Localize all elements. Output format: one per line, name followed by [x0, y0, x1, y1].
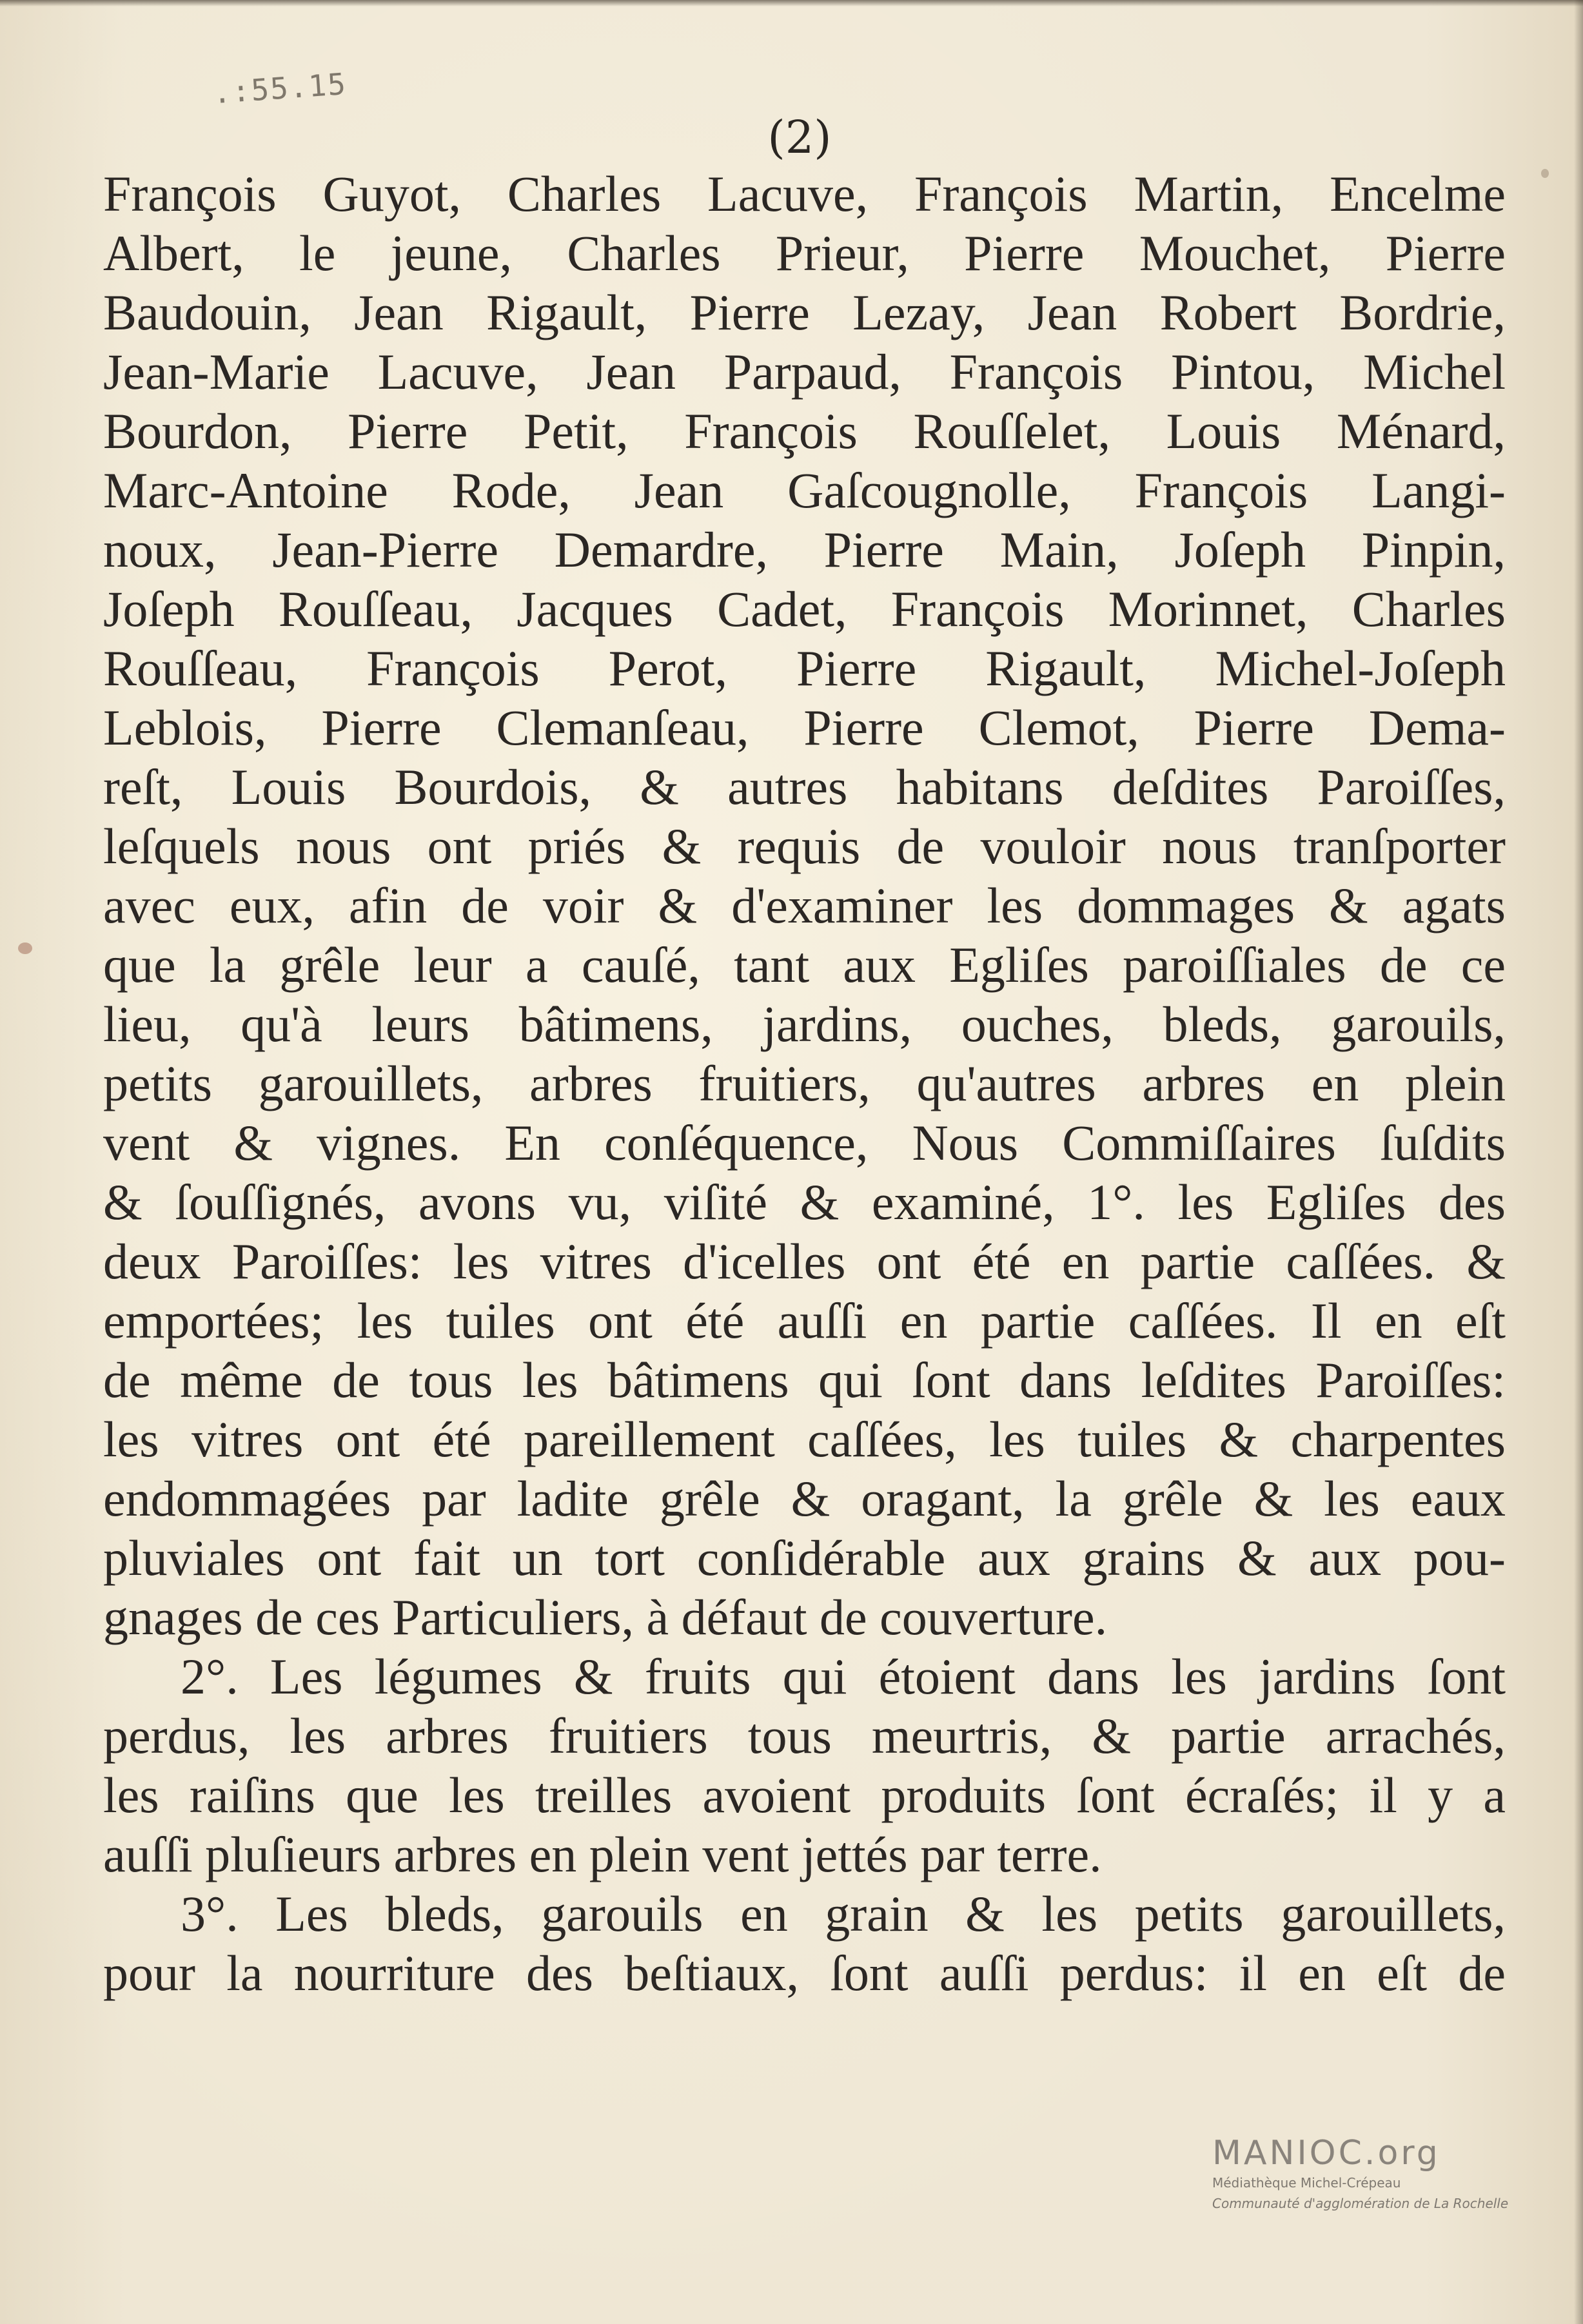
- text-line: Bourdon, Pierre Petit, François Rouſſelet, Louis Ménard,: [103, 403, 1506, 459]
- text-line: François Guyot, Charles Lacuve, François Martin, Encelme: [103, 166, 1506, 222]
- text-line: Leblois, Pierre Clemanſeau, Pierre Clemot, Pierre Dema-: [103, 699, 1506, 756]
- text-line: petits garouillets, arbres fruitiers, qu'autres arbres en plein: [103, 1055, 1506, 1111]
- text-line: & ſouſſignés, avons vu, viſité & examiné, 1°. les Egliſes des: [103, 1174, 1506, 1230]
- text-line: noux, Jean-Pierre Demardre, Pierre Main, Joſeph Pinpin,: [103, 522, 1506, 578]
- text-line: reſt, Louis Bourdois, & autres habitans deſdites Paroiſſes,: [103, 759, 1506, 815]
- ink-stain: [18, 942, 32, 954]
- text-line: Rouſſeau, François Perot, Pierre Rigault, Michel-Joſeph: [103, 640, 1506, 696]
- text-line: gnages de ces Particuliers, à défaut de couverture.: [103, 1589, 1108, 1645]
- page-number: (2): [767, 111, 832, 164]
- text-line: Marc-Antoine Rode, Jean Gaſcougnolle, François Langi-: [103, 462, 1506, 518]
- text-line: Joſeph Rouſſeau, Jacques Cadet, François Morinnet, Charles: [103, 581, 1506, 637]
- text-line: pluviales ont fait un tort conſidérable aux grains & aux pou-: [103, 1530, 1506, 1586]
- text-line: 2°. Les légumes & fruits qui étoient dans les jardins ſont: [181, 1648, 1506, 1704]
- text-line: leſquels nous ont priés & requis de vouloir nous tranſporter: [103, 818, 1506, 874]
- text-line: Jean-Marie Lacuve, Jean Parpaud, François Pintou, Michel: [103, 344, 1506, 400]
- text-line: deux Paroiſſes: les vitres d'icelles ont été en partie caſſées. &: [103, 1233, 1506, 1289]
- text-line: Baudouin, Jean Rigault, Pierre Lezay, Jean Robert Bordrie,: [103, 284, 1506, 340]
- text-line: 3°. Les bleds, garouils en grain & les petits garouillets,: [181, 1886, 1506, 1942]
- text-line: avec eux, afin de voir & d'examiner les dommages & agats: [103, 877, 1506, 933]
- text-line: que la grêle leur a cauſé, tant aux Egliſes paroiſſiales de ce: [103, 937, 1506, 993]
- text-line: pour la nourriture des beſtiaux, ſont auſſi perdus: il en eſt de: [103, 1945, 1506, 2001]
- body-text: [103, 164, 1506, 2003]
- page-top-edge: [0, 0, 1583, 6]
- manioc-logo: MANIOC.org: [1212, 2134, 1440, 2173]
- text-line: perdus, les arbres fruitiers tous meurtris, & partie arrachés,: [103, 1708, 1506, 1764]
- text-line: emportées; les tuiles ont été auſſi en partie caſſées. Il en eſt: [103, 1293, 1506, 1349]
- page-right-edge: [1574, 0, 1583, 2324]
- watermark-library-name: Médiathèque Michel-Crépeau: [1212, 2175, 1401, 2191]
- text-line: de même de tous les bâtimens qui ſont dans leſdites Paroiſſes:: [103, 1352, 1506, 1408]
- text-line: les vitres ont été pareillement caſſées, les tuiles & charpentes: [103, 1411, 1506, 1467]
- text-line: auſſi pluſieurs arbres en plein vent jettés par terre.: [103, 1826, 1102, 1882]
- ink-stain: [1541, 169, 1549, 178]
- text-line: Albert, le jeune, Charles Prieur, Pierre Mouchet, Pierre: [103, 225, 1506, 281]
- handwritten-shelfmark: .:55.15: [211, 66, 348, 111]
- library-watermark: [1212, 2134, 1548, 2214]
- text-line: vent & vignes. En conſéquence, Nous Commiſſaires ſuſdits: [103, 1115, 1506, 1171]
- text-line: endommagées par ladite grêle & oragant, la grêle & les eaux: [103, 1470, 1506, 1527]
- text-line: lieu, qu'à leurs bâtimens, jardins, ouches, bleds, garouils,: [103, 996, 1506, 1052]
- watermark-institution: Communauté d'agglomération de La Rochelle: [1212, 2196, 1509, 2211]
- text-line: les raiſins que les treilles avoient produits ſont écraſés; il y a: [103, 1767, 1506, 1823]
